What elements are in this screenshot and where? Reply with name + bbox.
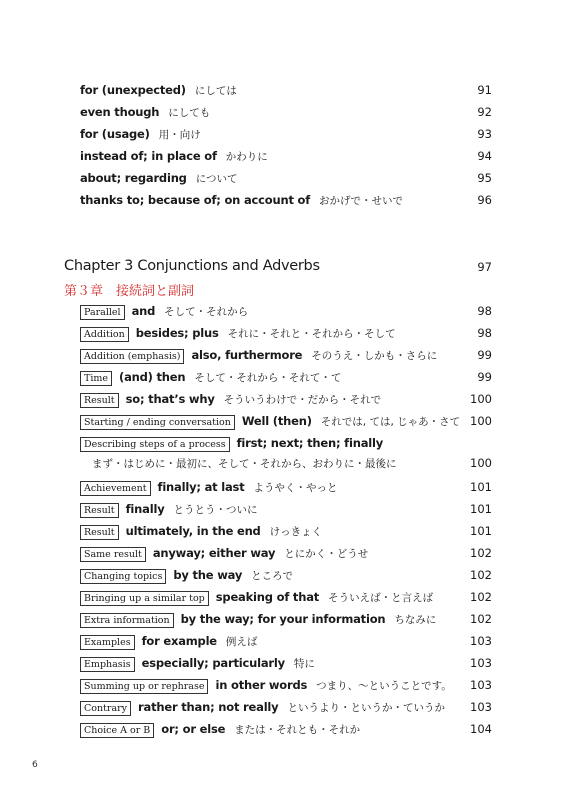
category-tag: Time <box>80 371 112 386</box>
entry-english: instead of; in place of <box>80 149 217 163</box>
entry-japanese: けっきょく <box>269 526 323 538</box>
entry-page-number: 102 <box>470 546 492 560</box>
toc-entry <box>80 193 492 208</box>
toc-entry <box>80 590 492 606</box>
entry-japanese: それに・それと・それから・そして <box>227 328 396 340</box>
category-tag: Addition <box>80 327 129 342</box>
entry-japanese: ちなみに <box>394 614 437 626</box>
entry-page-number: 94 <box>477 149 492 163</box>
category-tag: Examples <box>80 635 135 650</box>
entry-page-number: 102 <box>470 568 492 582</box>
entry-english: first; next; then; finally <box>236 436 384 450</box>
entry-japanese: にしては <box>194 85 237 97</box>
category-tag: Addition (emphasis) <box>80 349 184 364</box>
entry-japanese: そういえば・と言えば <box>328 592 434 604</box>
category-tag: Choice A or B <box>80 723 154 738</box>
toc-entry <box>80 634 492 650</box>
entry-page-number: 92 <box>477 105 492 119</box>
entry-english: besides; plus <box>135 326 219 340</box>
entry-english: also, furthermore <box>191 348 303 362</box>
entry-japanese: まず・はじめに・最初に、そして・それから、おわりに・最後に <box>92 458 397 470</box>
entry-page-number: 103 <box>470 656 492 670</box>
entry-page-number: 104 <box>470 722 492 736</box>
entry-page-number: 91 <box>477 83 492 97</box>
entry-english: Well (then) <box>241 414 312 428</box>
toc-entry <box>80 127 492 142</box>
entry-japanese: または・それとも・それか <box>234 724 361 736</box>
entry-page-number: 99 <box>477 370 492 384</box>
chapter-page-number: 97 <box>477 260 492 274</box>
toc-entry <box>80 612 492 628</box>
entry-japanese: というより・というか・ていうか <box>287 702 445 714</box>
category-tag: Same result <box>80 547 146 562</box>
entry-japanese: そして・それから <box>164 306 249 318</box>
entry-page-number: 100 <box>470 456 492 470</box>
toc-entry <box>80 83 492 98</box>
entry-japanese: 例えば <box>225 636 258 648</box>
category-tag: Achievement <box>80 481 151 496</box>
chapter-title-japanese: 第３章 接続詞と副詞 <box>64 284 195 299</box>
category-tag: Changing topics <box>80 569 166 584</box>
entry-page-number: 100 <box>470 414 492 428</box>
entry-english: or; or else <box>161 722 226 736</box>
entry-japanese: そして・それから・それて・て <box>194 372 342 384</box>
entry-japanese: とにかく・どうせ <box>284 548 369 560</box>
toc-entry-continuation <box>92 456 492 471</box>
toc-entry <box>80 348 492 364</box>
category-tag: Contrary <box>80 701 131 716</box>
toc-entry <box>80 304 492 320</box>
entry-japanese: ようやく・やっと <box>253 482 338 494</box>
entry-japanese: つまり、～ということです。 <box>316 680 452 692</box>
toc-entry <box>80 436 492 452</box>
entry-english: ultimately, in the end <box>125 524 261 538</box>
toc-entry <box>80 722 492 738</box>
entry-english: speaking of that <box>215 590 320 604</box>
entry-english: for example <box>141 634 217 648</box>
entry-japanese: それでは, ては, じゃあ・さて <box>320 416 461 428</box>
entry-english: finally <box>125 502 165 516</box>
entry-japanese: 特に <box>293 658 315 670</box>
toc-entry <box>80 502 492 518</box>
entry-page-number: 93 <box>477 127 492 141</box>
toc-entry <box>80 414 492 430</box>
entry-english: thanks to; because of; on account of <box>80 193 311 207</box>
entry-page-number: 101 <box>470 524 492 538</box>
toc-entry <box>80 149 492 164</box>
entry-japanese: とうとう・ついに <box>173 504 258 516</box>
entry-english: for (usage) <box>80 127 150 141</box>
page-folio: 6 <box>32 760 38 770</box>
category-tag: Parallel <box>80 305 125 320</box>
entry-japanese: にしても <box>168 107 211 119</box>
category-tag: Bringing up a similar top <box>80 591 209 606</box>
entry-japanese: かわりに <box>225 151 268 163</box>
category-tag: Describing steps of a process <box>80 437 230 452</box>
entry-english: finally; at last <box>157 480 245 494</box>
entry-page-number: 98 <box>477 304 492 318</box>
entry-page-number: 103 <box>470 700 492 714</box>
entry-english: by the way <box>173 568 243 582</box>
entry-page-number: 103 <box>470 634 492 648</box>
category-tag: Result <box>80 503 119 518</box>
entry-japanese: ところで <box>251 570 294 582</box>
entry-english: so; that’s why <box>125 392 215 406</box>
toc-entry <box>80 480 492 496</box>
toc-entry <box>80 524 492 540</box>
entry-english: by the way; for your information <box>180 612 386 626</box>
chapter-title: Chapter 3 Conjunctions and Adverbs <box>64 258 320 274</box>
entry-japanese: 用・向け <box>158 129 201 141</box>
toc-entry <box>80 370 492 386</box>
entry-page-number: 100 <box>470 392 492 406</box>
toc-entry <box>80 700 492 716</box>
entry-page-number: 99 <box>477 348 492 362</box>
toc-entry <box>80 326 492 342</box>
toc-entry <box>80 546 492 562</box>
toc-entry <box>80 392 492 408</box>
entry-japanese: そのうえ・しかも・さらに <box>311 350 438 362</box>
entry-english: (and) then <box>119 370 186 384</box>
entry-english: anyway; either way <box>152 546 276 560</box>
category-tag: Starting / ending conversation <box>80 415 235 430</box>
entry-english: in other words <box>215 678 308 692</box>
entry-page-number: 101 <box>470 480 492 494</box>
category-tag: Result <box>80 393 119 408</box>
toc-entry <box>80 656 492 672</box>
toc-entry <box>80 171 492 186</box>
category-tag: Extra information <box>80 613 174 628</box>
entry-english: about; regarding <box>80 171 187 185</box>
entry-japanese: について <box>195 173 238 185</box>
entry-english: rather than; not really <box>138 700 279 714</box>
entry-japanese: そういうわけで・だから・それで <box>223 394 382 406</box>
entry-page-number: 98 <box>477 326 492 340</box>
entry-english: and <box>131 304 156 318</box>
entry-page-number: 102 <box>470 612 492 626</box>
category-tag: Summing up or rephrase <box>80 679 208 694</box>
toc-entry <box>80 678 492 694</box>
entry-page-number: 103 <box>470 678 492 692</box>
entry-japanese: おかげで・せいで <box>319 195 404 207</box>
entry-page-number: 96 <box>477 193 492 207</box>
entry-english: even though <box>80 105 160 119</box>
entry-english: for (unexpected) <box>80 83 186 97</box>
toc-entry <box>80 105 492 120</box>
category-tag: Result <box>80 525 119 540</box>
category-tag: Emphasis <box>80 657 135 672</box>
entry-page-number: 101 <box>470 502 492 516</box>
entry-page-number: 95 <box>477 171 492 185</box>
entry-page-number: 102 <box>470 590 492 604</box>
toc-entry <box>80 568 492 584</box>
entry-english: especially; particularly <box>141 656 285 670</box>
